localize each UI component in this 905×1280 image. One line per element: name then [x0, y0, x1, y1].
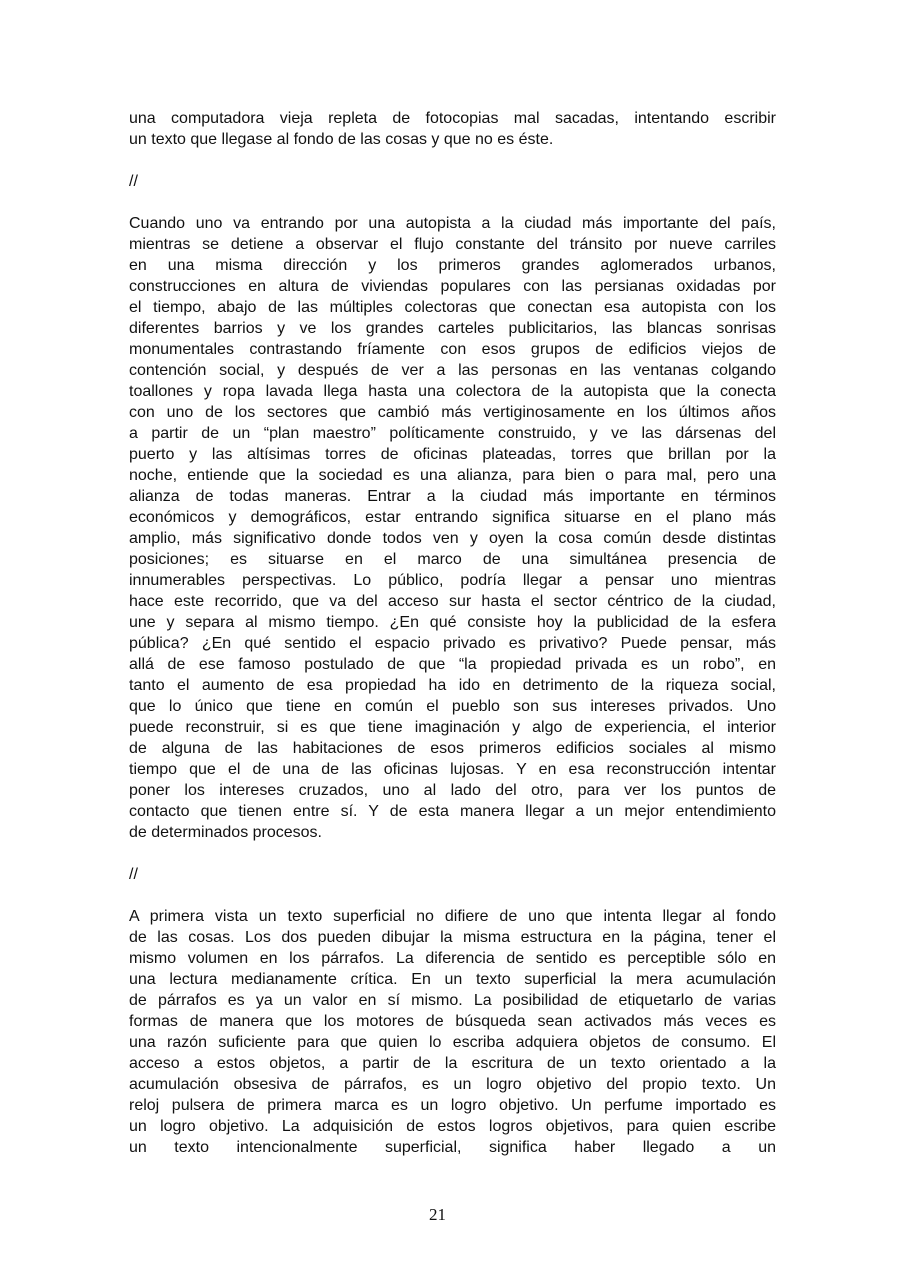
text-line: de alguna de las habitaciones de esos primeros edificios sociales al mismo [129, 740, 776, 757]
text-line: poner los intereses cruzados, uno al lado del otro, para ver los puntos de [129, 782, 776, 799]
text-line: noche, entiende que la sociedad es una alianza, para bien o para mal, pero una [129, 467, 776, 484]
text-line: diferentes barrios y ve los grandes carteles publicitarios, las blancas sonrisas [129, 320, 776, 337]
paragraph-spacer [129, 192, 776, 213]
text-line: monumentales contrastando fríamente con esos grupos de edificios viejos de [129, 341, 776, 358]
text-line: puerto y las altísimas torres de oficinas plateadas, torres que brillan por la [129, 446, 776, 463]
text-line: tiempo que el de una de las oficinas lujosas. Y en esa reconstrucción intentar [129, 761, 776, 778]
text-line: un texto intencionalmente superficial, significa haber llegado a un [129, 1139, 776, 1156]
text-line: innumerables perspectivas. Lo público, podría llegar a pensar uno mientras [129, 572, 776, 589]
text-line: A primera vista un texto superficial no difiere de uno que intenta llegar al fondo [129, 908, 776, 925]
text-line: contacto que tienen entre sí. Y de esta manera llegar a un mejor entendimiento [129, 803, 776, 820]
text-line: un texto que llegase al fondo de las cosas y que no es éste. [129, 131, 554, 148]
text-line: posiciones; es situarse en el marco de una simultánea presencia de [129, 551, 776, 568]
text-line: de determinados procesos. [129, 824, 322, 841]
text-line: une y separa al mismo tiempo. ¿En qué consiste hoy la publicidad de la esfera [129, 614, 776, 631]
text-line: económicos y demográficos, estar entrando significa situarse en el plano más [129, 509, 776, 526]
text-line: reloj pulsera de primera marca es un logro objetivo. Un perfume importado es [129, 1097, 776, 1114]
text-line: una computadora vieja repleta de fotocopias mal sacadas, intentando escribir [129, 110, 776, 127]
page-number: 21 [429, 1205, 446, 1224]
section-separator [129, 171, 776, 192]
text-line: con uno de los sectores que cambió más vertiginosamente en los últimos años [129, 404, 776, 421]
text-line: amplio, más significativo donde todos ven y oyen la cosa común desde distintas [129, 530, 776, 547]
text-line: mismo volumen en los párrafos. La diferencia de sentido es perceptible sólo en [129, 950, 776, 967]
text-line: pública? ¿En qué sentido el espacio privado es privativo? Puede pensar, más [129, 635, 776, 652]
text-line: de las cosas. Los dos pueden dibujar la misma estructura en la página, tener el [129, 929, 776, 946]
section-separator [129, 864, 776, 885]
text-line: construcciones en altura de viviendas populares con las persianas oxidadas por [129, 278, 776, 295]
text-line: puede reconstruir, si es que tiene imaginación y algo de experiencia, el interior [129, 719, 776, 736]
text-line: toallones y ropa lavada llega hasta una colectora de la autopista que la conecta [129, 383, 776, 400]
text-line: mientras se detiene a observar el flujo constante del tránsito por nueve carriles [129, 236, 776, 253]
text-line: un logro objetivo. La adquisición de estos logros objetivos, para quien escribe [129, 1118, 776, 1135]
text-line: alianza de todas maneras. Entrar a la ciudad más importante en términos [129, 488, 776, 505]
paragraph [129, 108, 776, 150]
text-line: tanto el aumento de esa propiedad ha ido en detrimento de la riqueza social, [129, 677, 776, 694]
text-line: una razón suficiente para que quien lo escriba adquiera objetos de consumo. El [129, 1034, 776, 1051]
text-line: acumulación obsesiva de párrafos, es un logro objetivo del propio texto. Un [129, 1076, 776, 1093]
text-line: contención social, y después de ver a las personas en las ventanas colgando [129, 362, 776, 379]
text-line: una lectura medianamente crítica. En un texto superficial la mera acumulación [129, 971, 776, 988]
text-line: en una misma dirección y los primeros grandes aglomerados urbanos, [129, 257, 776, 274]
text-line: formas de manera que los motores de búsqueda sean activados más veces es [129, 1013, 776, 1030]
text-line: de párrafos es ya un valor en sí mismo. La posibilidad de etiquetarlo de varias [129, 992, 776, 1009]
paragraph [129, 213, 776, 843]
text-line: Cuando uno va entrando por una autopista a la ciudad más importante del país, [129, 215, 776, 232]
paragraph-spacer [129, 843, 776, 864]
text-line: // [129, 866, 138, 883]
text-line: // [129, 173, 138, 190]
paragraph [129, 906, 776, 1158]
document-body [129, 108, 776, 1158]
text-line: acceso a estos objetos, a partir de la escritura de un texto orientado a la [129, 1055, 776, 1072]
text-line: a partir de un “plan maestro” políticamente construido, y ve las dársenas del [129, 425, 776, 442]
text-line: allá de ese famoso postulado de que “la propiedad privada es un robo”, en [129, 656, 776, 673]
paragraph-spacer [129, 885, 776, 906]
text-line: hace este recorrido, que va del acceso sur hasta el sector céntrico de la ciudad, [129, 593, 776, 610]
text-line: que lo único que tiene en común el pueblo son sus intereses privados. Uno [129, 698, 776, 715]
paragraph-spacer [129, 150, 776, 171]
text-line: el tiempo, abajo de las múltiples colectoras que conectan esa autopista con los [129, 299, 776, 316]
